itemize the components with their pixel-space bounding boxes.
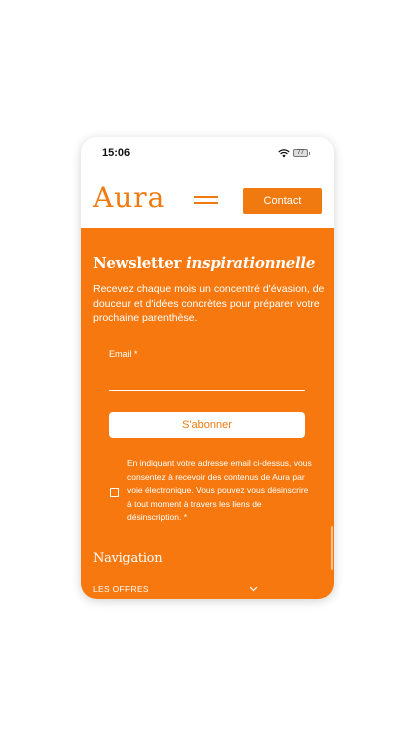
subscribe-button[interactable]: S'abonner (109, 412, 305, 438)
contact-button[interactable]: Contact (243, 188, 322, 214)
nav-item-label: LES OFFRES (93, 584, 149, 594)
battery-icon: 77 (293, 149, 308, 157)
consent-text: En indiquant votre adresse email ci-dessus, vous consentez à recevoir des contenus de Aura par voie électronique. Vous pouvez vous désinscrire à tout moment à travers les liens de désinscription. * (127, 458, 312, 523)
hamburger-menu-icon[interactable] (194, 194, 218, 206)
menu-line (194, 202, 218, 204)
phone-frame (81, 137, 334, 599)
wifi-icon (278, 149, 290, 158)
newsletter-description: Recevez chaque mois un concentré d'évasion, de douceur et d'idées concrètes pour préparer votre prochaine parenthèse. (93, 283, 325, 324)
site-header (81, 173, 334, 228)
email-field[interactable] (109, 370, 305, 391)
email-label: Email * (109, 349, 138, 359)
scrollbar[interactable] (331, 526, 333, 570)
menu-line (194, 196, 218, 198)
nav-item-les-offres[interactable] (93, 584, 263, 598)
newsletter-title (93, 254, 315, 272)
logo[interactable]: Aura (93, 181, 166, 214)
newsletter-title-regular: Newsletter (93, 254, 187, 272)
status-bar (81, 137, 334, 173)
chevron-down-icon[interactable] (249, 586, 258, 592)
newsletter-title-italic: inspirationnelle (186, 254, 316, 272)
status-time: 15:06 (102, 147, 131, 159)
newsletter-section (81, 228, 334, 599)
consent-checkbox[interactable] (110, 488, 119, 497)
navigation-title: Navigation (93, 551, 163, 566)
